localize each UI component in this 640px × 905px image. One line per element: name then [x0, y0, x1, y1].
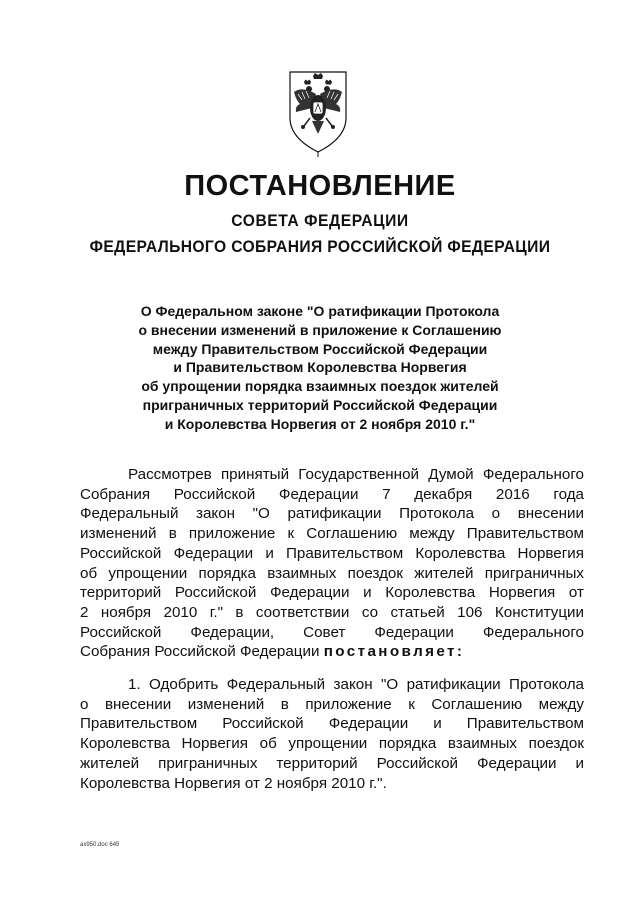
paragraph-line: Королевства Норвегия об упрощении порядка взаимных поездок: [80, 735, 584, 753]
paragraph-line: территорий Российской Федерации и Королевства Норвегия от: [80, 584, 584, 602]
paragraph-last-line: [80, 642, 584, 662]
resolves-keyword: постановляет:: [323, 643, 465, 661]
law-title-line: об упрощении порядка взаимных поездок жителей: [141, 378, 499, 395]
document-title: ПОСТАНОВЛЕНИЕ: [184, 170, 456, 202]
issuing-body-line2: ФЕДЕРАЛЬНОГО СОБРАНИЯ РОССИЙСКОЙ ФЕДЕРАЦИИ: [89, 237, 551, 256]
paragraph-line: 1. Одобрить Федеральный закон "О ратификации Протокола: [128, 676, 584, 693]
law-title-line: о внесении изменений в приложение к Соглашению: [138, 321, 502, 338]
paragraph-line: Правительством Российской Федерации и Правительством: [80, 715, 584, 733]
paragraph-line: Собрания Российской Федерации 7 декабря 2016 года: [80, 485, 584, 503]
preamble-paragraph: [80, 465, 584, 662]
paragraph-line: 2 ноября 2010 г." в соответствии со статьей 106 Конституции: [80, 603, 584, 621]
paragraph-line: Российской Федерации и Правительством Королевства Норвегия: [80, 544, 584, 562]
paragraph-line: о внесении изменений в приложение к Соглашению между: [80, 695, 584, 713]
resolution-item-1: [80, 675, 584, 793]
russian-coat-of-arms-icon: [282, 66, 354, 158]
paragraph-line: Российской Федерации, Совет Федерации Федерального: [80, 623, 584, 641]
law-title-line: между Правительством Российской Федерации: [152, 340, 488, 357]
issuing-body-line1: СОВЕТА ФЕДЕРАЦИИ: [231, 211, 409, 230]
law-title-line: приграничных территорий Российской Федерации: [142, 396, 498, 413]
law-title: [0, 302, 640, 434]
document-code: ax950.doc 645: [80, 842, 120, 848]
paragraph-line: изменений в приложение к Соглашению между Правительством: [80, 525, 584, 543]
law-title-line: О Федеральном законе "О ратификации Протокола: [140, 303, 500, 319]
paragraph-line: жителей приграничных территорий Российской Федерации и: [80, 754, 584, 772]
paragraph-line-prefix: Собрания Российской Федерации: [80, 643, 320, 661]
law-title-line: и Королевства Норвегия от 2 ноября 2010 г.": [164, 415, 476, 432]
paragraph-line: Рассмотрев принятый Государственной Думой Федерального: [128, 466, 584, 483]
paragraph-line: об упрощении порядка взаимных поездок жителей приграничных: [80, 564, 584, 582]
paragraph-line: Королевства Норвегия от 2 ноября 2010 г.".: [80, 774, 387, 792]
law-title-line: и Правительством Королевства Норвегия: [173, 359, 467, 376]
paragraph-line: Федеральный закон "О ратификации Протокола о внесении: [80, 505, 584, 523]
